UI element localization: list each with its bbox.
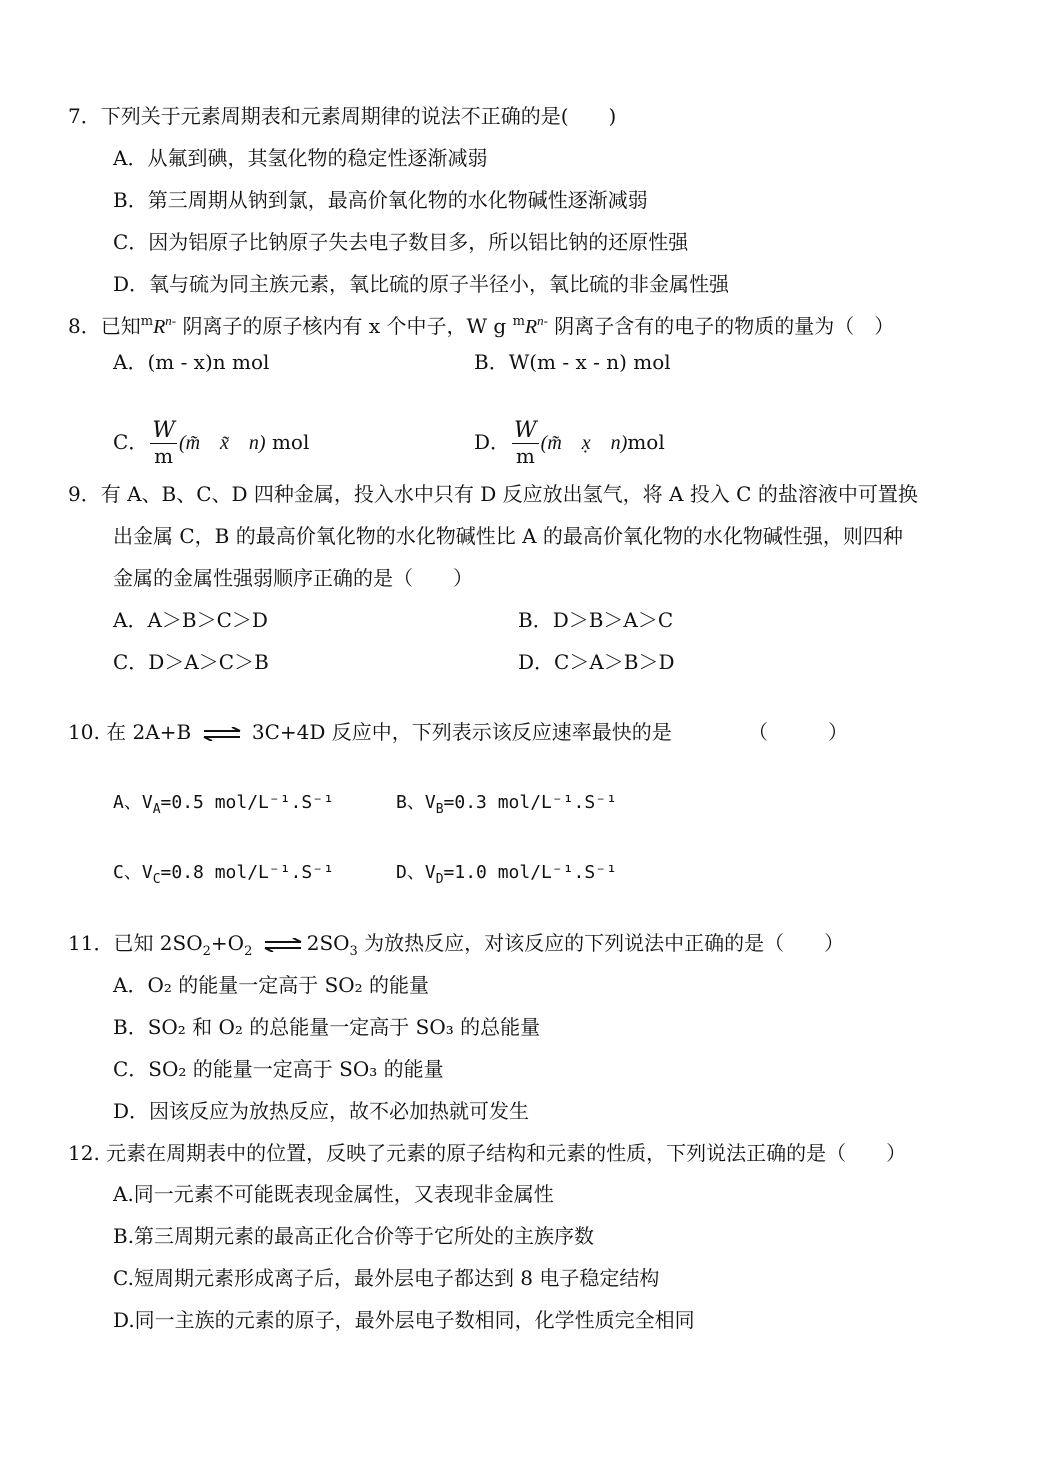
q7-stem: 7．下列关于元素周期表和元素周期律的说法不正确的是( ): [68, 104, 617, 128]
equilibrium-arrow-icon: [202, 727, 242, 741]
q10-option-b: [396, 790, 617, 816]
q10-option-b-post: =0.3 mol/L⁻¹.S⁻¹: [443, 792, 617, 813]
q10-option-c-sub: C: [152, 872, 161, 887]
q10-option-b-sub: B: [435, 802, 444, 817]
q10-option-a-post: =0.5 mol/L⁻¹.S⁻¹: [160, 792, 334, 813]
q10-option-b-pre: B、V: [396, 792, 436, 813]
q8-option-d-unit: mol: [627, 430, 665, 454]
q9-stem-line-3: 金属的金属性强弱顺序正确的是（ ）: [113, 566, 473, 590]
q10-option-d: [396, 860, 617, 886]
q8-option-c-fraction: [150, 419, 177, 468]
q11-option-d: D．因该反应为放热反应，故不必加热就可发生: [113, 1099, 530, 1123]
q10-option-d-post: =1.0 mol/L⁻¹.S⁻¹: [443, 862, 617, 883]
q8-option-d-expression: (m̃ x̣ n): [540, 432, 628, 454]
q11-o2-sub: 2: [244, 944, 253, 959]
q12-option-a: A.同一元素不可能既表现金属性，又表现非金属性: [113, 1182, 554, 1206]
q8-option-d: [474, 412, 665, 473]
q9-option-c: C．D＞A＞C＞B: [113, 650, 269, 674]
q8-stem-post: 阴离子含有的电子的物质的量为（ ）: [547, 314, 895, 338]
q8-option-d-denominator: m: [515, 444, 535, 468]
q12-option-b: B.第三周期元素的最高正化合价等于它所处的主族序数: [113, 1224, 595, 1248]
q8-option-b: B．W(m - x - n) mol: [474, 350, 671, 374]
q8-ion-mass-2: m: [512, 314, 525, 329]
q10-option-a: [113, 790, 334, 816]
q9-stem-line-1: 9．有 A、B、C、D 四种金属，投入水中只有 D 反应放出氢气，将 A 投入 C 的盐溶液中可置换: [68, 482, 918, 506]
q11-stem-pre: 11．已知 2SO: [68, 931, 203, 955]
q10-option-c-pre: C、V: [113, 862, 153, 883]
q11-option-a: A．O₂ 的能量一定高于 SO₂ 的能量: [113, 973, 430, 997]
q8-option-d-label: D．: [474, 430, 511, 454]
q12-option-d: D.同一主族的元素的原子，最外层电子数相同，化学性质完全相同: [113, 1308, 695, 1332]
q8-option-c-denominator: m: [154, 444, 174, 468]
q10-answer-paren: （ ）: [748, 720, 848, 744]
q7-option-c: C．因为铝原子比钠原子失去电子数目多，所以铝比钠的还原性强: [113, 230, 689, 254]
q8-option-d-numerator: W: [514, 418, 537, 443]
q8-option-c-numerator: W: [152, 418, 175, 443]
q8-option-c-expression: (m̃ x̃ n): [178, 432, 266, 454]
q9-option-d: D．C＞A＞B＞D: [518, 650, 675, 674]
q8-ion-mass: m: [140, 314, 154, 329]
q8-ion-symbol-2: R: [524, 316, 538, 338]
q12-stem: 12. 元素在周期表中的位置，反映了元素的原子结构和元素的性质，下列说法正确的是（ ）: [68, 1141, 907, 1165]
q10-option-a-sub: A: [152, 802, 161, 817]
q11-so2-sub: 2: [202, 944, 211, 959]
q9-stem-line-2: 出金属 C，B 的最高价氧化物的水化物碱性比 A 的最高价氧化物的水化物碱性强，则四种: [113, 524, 903, 548]
q10-option-c-post: =0.8 mol/L⁻¹.S⁻¹: [160, 862, 334, 883]
q11-stem-post: 为放热反应，对该反应的下列说法中正确的是（ ）: [357, 931, 845, 955]
q8-stem-pre: 8．已知: [68, 314, 141, 338]
q8-option-a: A．(m - x)n mol: [113, 350, 270, 374]
q11-plus-o: +O: [210, 931, 245, 955]
q10-option-d-pre: D、V: [396, 862, 436, 883]
q11-so3-sub: 3: [349, 944, 358, 959]
q8-stem: [68, 313, 894, 340]
q10-stem: [68, 719, 672, 745]
q10-option-d-sub: D: [435, 872, 444, 887]
q11-stem: [68, 930, 845, 959]
q8-option-c: [113, 412, 309, 473]
equilibrium-arrow-icon-2: [263, 938, 303, 952]
q10-stem-pre: 10. 在 2A+B: [68, 720, 192, 744]
q8-stem-mid: 阴离子的原子核内有 x 个中子，W g: [176, 314, 513, 338]
q8-ion-charge-2: n-: [537, 313, 548, 328]
q10-stem-post: 3C+4D 反应中，下列表示该反应速率最快的是: [251, 720, 672, 744]
q9-option-b: B．D＞B＞A＞C: [518, 608, 674, 632]
q11-option-b: B．SO₂ 和 O₂ 的总能量一定高于 SO₃ 的总能量: [113, 1015, 541, 1039]
q8-ion-charge: n-: [165, 313, 177, 328]
q9-option-a: A．A＞B＞C＞D: [113, 608, 268, 632]
q8-ion-symbol: R: [153, 316, 166, 338]
q7-option-b: B．第三周期从钠到氯，最高价氧化物的水化物碱性逐渐减弱: [113, 188, 648, 212]
q10-option-c: [113, 860, 334, 886]
q11-so3: 2SO: [306, 931, 350, 955]
q8-option-c-label: C．: [113, 430, 149, 454]
q7-option-a: A．从氟到碘，其氢化物的稳定性逐渐减弱: [113, 146, 488, 170]
q12-option-c: C.短周期元素形成离子后，最外层电子都达到 8 电子稳定结构: [113, 1266, 660, 1290]
q10-option-a-pre: A、V: [113, 792, 153, 813]
q7-option-d: D．氧与硫为同主族元素，氧比硫的原子半径小，氧比硫的非金属性强: [113, 272, 730, 296]
q8-option-d-fraction: [512, 419, 539, 468]
q11-option-c: C．SO₂ 的能量一定高于 SO₃ 的能量: [113, 1057, 444, 1081]
q8-option-c-unit: mol: [271, 430, 310, 454]
